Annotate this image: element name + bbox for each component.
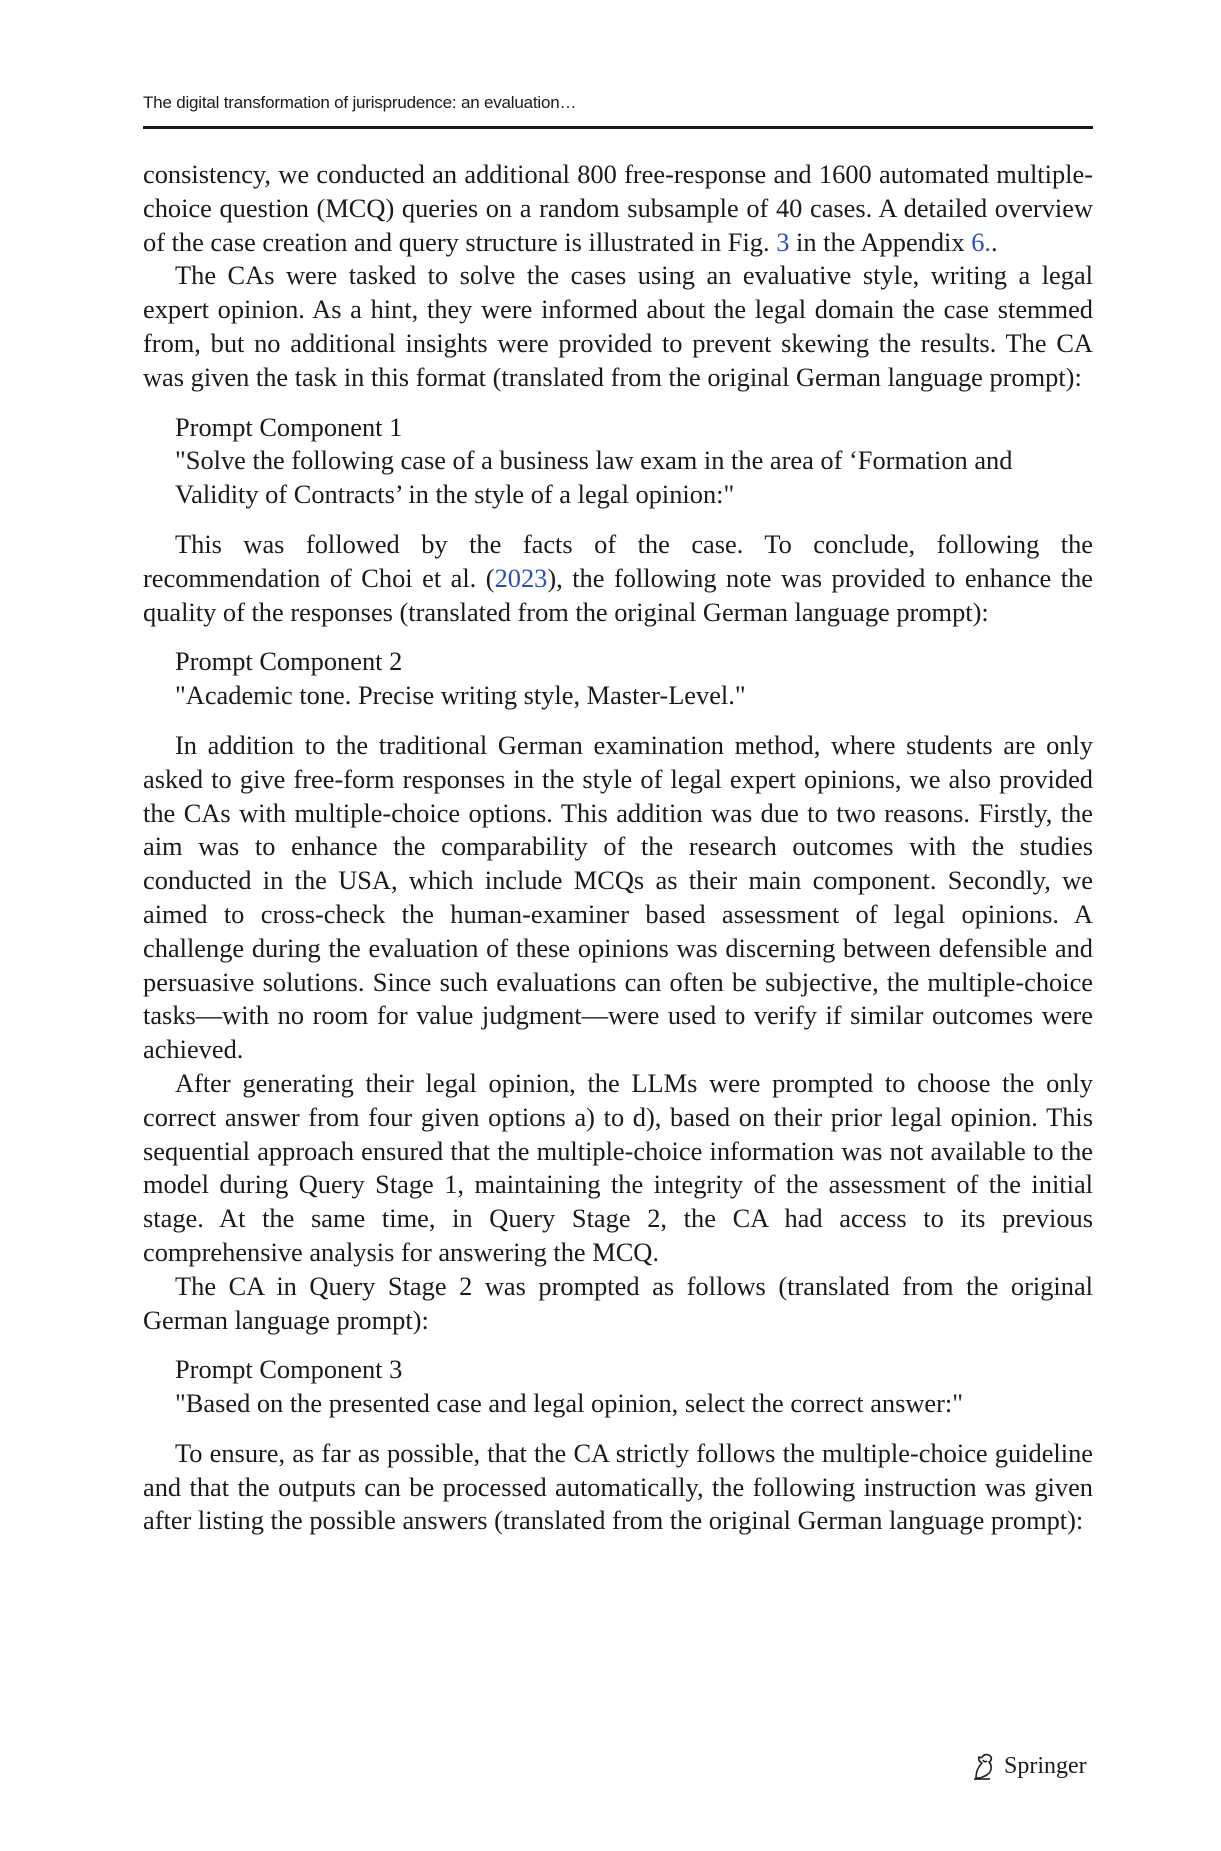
article-body	[143, 158, 1093, 1538]
paragraph-3-text-b: ), the following note was provided to enhance the quality of the responses (translated from the original German language prompt):	[143, 562, 1093, 627]
prompt-component-2-title: Prompt Component 2	[175, 646, 403, 677]
prompt-component-2	[175, 645, 1093, 713]
paragraph-3-text-a: This was followed by the facts of the case. To conclude, following the recommendation of Choi et al. (	[143, 528, 1093, 593]
paragraph-1-text-c: .	[990, 226, 998, 257]
prompt-component-1	[175, 411, 1093, 512]
appendix-link[interactable]: 6.	[971, 226, 991, 257]
paragraph-2: The CAs were tasked to solve the cases using an evaluative style, writing a legal expert opinion. As a hint, they were informed about the legal domain the case stemmed from, but no additional insights were provided to prevent skewing the results. The CA was given the task in this format (translated from the original German language prompt):	[143, 260, 1093, 392]
paragraph-1-text-a: consistency, we conducted an additional 800 free-response and 1600 automated multiple-choice question (MCQ) queries on a random subsample of 40 cases. A detailed overview of the case creation and query structure is illustrated in Fig.	[143, 159, 1093, 257]
header-rule	[143, 126, 1093, 129]
paragraph-7: To ensure, as far as possible, that the CA strictly follows the multiple-choice guideline and that the outputs can be processed automatically, the following instruction was given after listing the possible answers (translated from the original German language prompt):	[143, 1437, 1093, 1536]
paragraph-5: After generating their legal opinion, the LLMs were prompted to choose the only correct answer from four given options a) to d), based on their prior legal opinion. This sequential approach ensured that the multiple-choice information was not available to the model during Query Stage 1, maintaining the integrity of the assessment of the initial stage. At the same time, in Query Stage 2, the CA had access to its previous comprehensive analysis for answering the MCQ.	[143, 1067, 1093, 1267]
prompt-component-2-text: "Academic tone. Precise writing style, Master-Level."	[175, 680, 746, 711]
prompt-component-3-text: "Based on the presented case and legal opinion, select the correct answer:"	[175, 1388, 964, 1419]
publisher-name: Springer	[1004, 1752, 1087, 1779]
citation-link[interactable]: 2023	[494, 562, 548, 593]
prompt-component-1-text: "Solve the following case of a business law exam in the area of ‘Formation and Validity of Contracts’ in the style of a legal opinion:"	[175, 445, 1013, 510]
paragraph-6: The CA in Query Stage 2 was prompted as follows (translated from the original German language prompt):	[143, 1270, 1093, 1335]
springer-horse-icon	[970, 1752, 996, 1780]
paragraph-4: In addition to the traditional German examination method, where students are only asked to give free-form responses in the style of legal expert opinions, we also provided the CAs with multiple-choice options. This addition was due to two reasons. Firstly, the aim was to enhance the comparability of the research outcomes with the studies conducted in the USA, which include MCQs as their main component. Secondly, we aimed to cross-check the human-examiner based assessment of legal opinions. A challenge during the evaluation of these opinions was discerning between defensible and persuasive solutions. Since such evaluations can often be subjective, the multiple-choice tasks—with no room for value judgment—were used to verify if similar outcomes were achieved.	[143, 729, 1093, 1065]
prompt-component-3-title: Prompt Component 3	[175, 1354, 403, 1385]
paragraph-1-text-b: in the Appendix	[789, 226, 972, 257]
prompt-component-1-title: Prompt Component 1	[175, 411, 403, 442]
publisher-logo	[970, 1752, 1087, 1780]
prompt-component-3	[175, 1353, 1093, 1421]
paragraph-1	[143, 158, 1093, 259]
running-header: The digital transformation of jurisprudence: an evaluation…	[143, 93, 577, 112]
figure-link[interactable]: 3	[776, 226, 790, 257]
paragraph-3	[143, 528, 1093, 629]
